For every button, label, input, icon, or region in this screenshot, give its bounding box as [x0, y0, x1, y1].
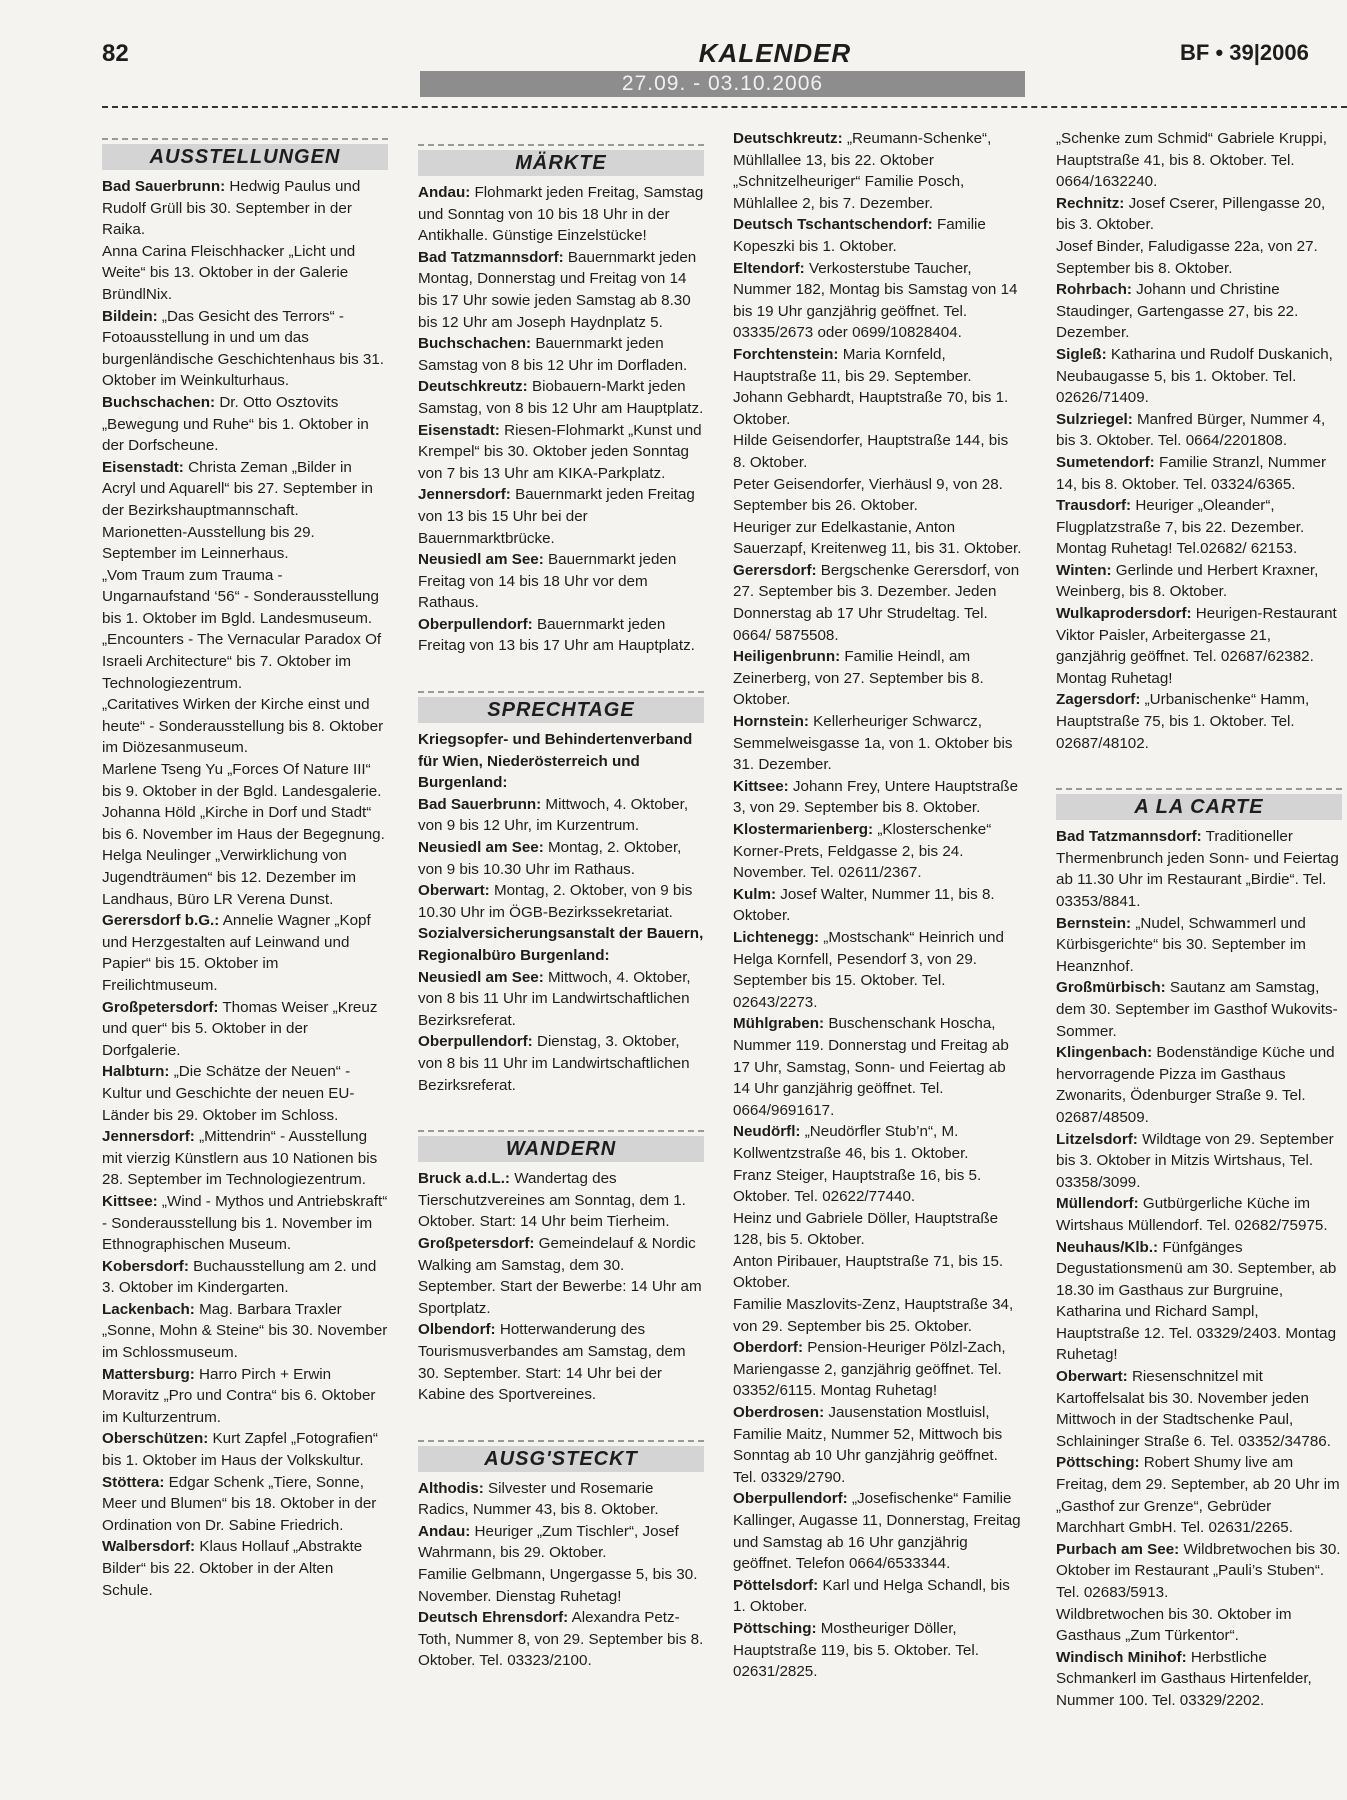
calendar-entry [1056, 1452, 1342, 1538]
calendar-entry [1056, 913, 1342, 978]
entry-text: Gerlinde und Herbert Kraxner, Weinberg, bis 8. Oktober. [1056, 561, 1319, 601]
entry-place: Kobersdorf: [102, 1257, 189, 1275]
entry-text: Familie Gelbmann, Ungergasse 5, bis 30. November. Dienstag Ruhetag! [418, 1566, 698, 1605]
calendar-entry [102, 1126, 388, 1191]
entry-text: Bauernmarkt jeden Freitag von 13 bis 17 Uhr am Hauptplatz. [418, 615, 695, 655]
entry-place: Zagersdorf: [1056, 691, 1141, 709]
entry-place: Purbach am See: [1056, 1540, 1180, 1558]
entry-text: Josef Binder, Faludigasse 22a, von 27. September bis 8. Oktober. [1056, 237, 1318, 277]
entry-place: Jennersdorf: [418, 486, 511, 504]
entry-text: Herbstliche Schmankerl im Gasthaus Hirtenfelder, Nummer 100. Tel. 03329/2202. [1056, 1648, 1312, 1709]
entry-place: Eisenstadt: [102, 458, 184, 476]
calendar-entry [102, 176, 388, 241]
entry-text: Wildtage von 29. September bis 3. Oktober in Mitzis Wirtshaus, Tel. 03358/3099. [1056, 1130, 1334, 1191]
calendar-entry [733, 560, 1023, 646]
entry-text: Riesenschnitzel mit Kartoffelsalat bis 30. November jeden Mittwoch in der Stadtschenke Paul, Schlaininger Straße 6. Tel. 03352/34786. [1056, 1368, 1331, 1450]
entry-text: Wandertag des Tierschutzvereines am Sonntag, dem 1. Oktober. Start: 14 Uhr beim Tierheim. [418, 1170, 686, 1231]
calendar-entry [733, 884, 1023, 927]
calendar-entry [733, 776, 1023, 819]
entry-text: Buschenschank Hoscha, Nummer 119. Donnerstag und Freitag ab 17 Uhr, Samstag, Sonn- und Feiertag ab 14 Uhr ganzjährig geöffnet. Tel. 0664/9691617. [733, 1015, 1009, 1119]
calendar-entry [733, 1251, 1023, 1294]
calendar-entry [1056, 344, 1342, 409]
calendar-entry [102, 910, 388, 996]
entry-text: Kurt Zapfel „Fotografien“ bis 1. Oktober im Haus der Volkskultur. [102, 1430, 378, 1470]
calendar-entry [418, 247, 704, 333]
entry-place: Mühlgraben: [733, 1015, 825, 1033]
entry-text: Franz Steiger, Hauptstraße 16, bis 5. Oktober. Tel. 02622/77440. [733, 1166, 982, 1206]
entry-text: Mittwoch, 4. Oktober, von 8 bis 11 Uhr im Landwirtschaftlichen Bezirksreferat. [418, 968, 691, 1029]
entry-text: Bauernmarkt jeden Montag, Donnerstag und Freitag von 14 bis 17 Uhr sowie jeden Samstag ab 8.30 bis 12 Uhr am Joseph Haydnplatz 5. [418, 248, 697, 331]
entry-text: Annelie Wagner „Kopf und Herzgestalten auf Leinwand und Papier“ bis 15. Oktober im Freilichtmuseum. [102, 912, 371, 994]
entry-place: Lichtenegg: [733, 928, 820, 946]
entry-text: Peter Geisendorfer, Vierhäusl 9, von 28. September bis 26. Oktober. [733, 475, 1003, 515]
entry-text: Josef Walter, Nummer 11, bis 8. Oktober. [733, 885, 995, 925]
calendar-entry [102, 457, 388, 522]
entry-place: Rechnitz: [1056, 194, 1125, 212]
entry-text: Heurigen-Restaurant Viktor Paisler, Arbeitergasse 21, ganzjährig geöffnet. Tel. 02687/62382. Montag Ruhetag! [1056, 605, 1337, 687]
calendar-entry [418, 1564, 704, 1607]
entry-text: „Schenke zum Schmid“ Gabriele Kruppi, Hauptstraße 41, bis 8. Oktober. Tel. 0664/1632240. [1056, 130, 1327, 191]
entry-text: Mittwoch, 4. Oktober, von 9 bis 12 Uhr, im Kurzentrum. [418, 795, 689, 835]
entry-place: Oberwart: [418, 882, 490, 900]
entry-place: Großpetersdorf: [418, 1234, 535, 1252]
column-2 [418, 138, 704, 1672]
page-number: 82 [102, 40, 129, 67]
calendar-entry [418, 1521, 704, 1564]
entry-text: „Nudel, Schwammerl und Kürbisgerichte“ bis 30. September im Heanznhof. [1056, 914, 1306, 975]
entry-text: Jausenstation Mostluisl, Familie Maitz, Nummer 52, Mittwoch bis Sonntag ab 10 Uhr ganzjährig geöffnet. Tel. 03329/2790. [733, 1404, 1003, 1486]
entry-text: Katharina und Rudolf Duskanich, Neubaugasse 5, bis 1. Oktober. Tel. 02626/71409. [1056, 345, 1333, 407]
calendar-entry [1056, 279, 1342, 344]
entry-text: Alexandra Petz-Toth, Nummer 8, von 29. September bis 8. Oktober. Tel. 03323/2100. [418, 1609, 704, 1670]
entry-text: Thomas Weiser „Kreuz und quer“ bis 5. Oktober in der Dorfgalerie. [102, 998, 378, 1059]
entry-text: Familie Stranzl, Nummer 14, bis 8. Oktober. Tel. 03324/6365. [1056, 453, 1327, 493]
entry-place: Bad Tatzmannsdorf: [418, 248, 564, 266]
calendar-entry [1056, 1604, 1342, 1647]
entry-place: Klingenbach: [1056, 1044, 1153, 1062]
issue-label: BF • 39|2006 [1180, 40, 1309, 65]
entry-place: Pöttsching: [733, 1619, 817, 1637]
calendar-entry [733, 927, 1023, 1013]
calendar-entry [102, 565, 388, 630]
entry-place: Gerersdorf: [733, 561, 817, 579]
entry-place: Neusiedl am See: [418, 968, 544, 986]
entry-place: Sulzriegel: [1056, 410, 1133, 428]
entry-place: Neudörfl: [733, 1123, 801, 1141]
entry-place: Neusiedl am See: [418, 551, 544, 569]
entry-text: „Caritatives Wirken der Kirche einst und heute“ - Sonderausstellung bis 8. Oktober im Diözesanmuseum. [102, 696, 384, 757]
entry-place: Andau: [418, 1522, 471, 1540]
entry-text: Harro Pirch + Erwin Moravitz „Pro und Contra“ bis 6. Oktober im Kulturzentrum. [102, 1365, 376, 1426]
entry-text: Flohmarkt jeden Freitag, Samstag und Sonntag von 10 bis 18 Uhr in der Antikhalle. Günstige Einzelstücke! [418, 184, 704, 245]
entry-text: Heuriger „Oleander“, Flugplatzstraße 7, bis 22. Dezember. Montag Ruhetag! Tel.02682/ 62153. [1056, 497, 1305, 558]
calendar-entry [1056, 409, 1342, 452]
entry-place: Andau: [418, 184, 471, 201]
calendar-entry [733, 1618, 1023, 1683]
calendar-entry [733, 711, 1023, 776]
entry-text: Maria Kornfeld, Hauptstraße 11, bis 29. September. [733, 345, 972, 385]
calendar-entry [102, 241, 388, 306]
calendar-entry [733, 1488, 1023, 1574]
entry-text: Hotterwanderung des Tourismusverbandes am Samstag, dem 30. September. Start: 14 Uhr bei der Kabine des Sportvereines. [418, 1321, 686, 1404]
entry-text: Mag. Barbara Traxler „Sonne, Mohn & Steine“ bis 30. November im Schlossmuseum. [102, 1300, 388, 1362]
entry-place: Müllendorf: [1056, 1195, 1139, 1213]
entry-place: Bernstein: [1056, 914, 1132, 932]
entry-text: Helga Neulinger „Verwirklichung von Jugendträumen“ bis 12. Dezember im Landhaus, Büro LR Verena Dunst. [102, 847, 357, 908]
entry-text: Familie Kopeszki bis 1. Oktober. [733, 216, 986, 255]
calendar-entry [418, 967, 704, 1032]
calendar-entry [418, 880, 704, 923]
calendar-entry [102, 1472, 388, 1537]
calendar-entry [102, 629, 388, 694]
entry-place: Gerersdorf b.G.: [102, 912, 220, 930]
entry-place: Litzelsdorf: [1056, 1130, 1138, 1148]
entry-place: Oberpullendorf: [418, 1033, 533, 1051]
calendar-entry [1056, 236, 1342, 279]
calendar-entry [1056, 1539, 1342, 1604]
entries-ausstellungen [102, 176, 388, 1601]
entry-place: Bad Tatzmannsdorf: [1056, 828, 1202, 846]
entry-place: Halbturn: [102, 1063, 170, 1081]
section-header-maerkte: MÄRKTE [418, 144, 704, 176]
entry-text: Heuriger zur Edelkastanie, Anton Sauerzapf, Kreitenweg 11, bis 31. Oktober. [733, 518, 1022, 558]
entry-text: Riesen-Flohmarkt „Kunst und Krempel“ bis 30. Oktober jeden Sonntag von 7 bis 13 Uhr am KIKA-Parkplatz. [418, 421, 702, 482]
entry-place: Winten: [1056, 561, 1112, 579]
entry-place: Hornstein: [733, 713, 809, 731]
calendar-entry [733, 1575, 1023, 1618]
entry-text: Josef Cserer, Pillengasse 20, bis 3. Oktober. [1056, 194, 1326, 234]
entry-text: Mostheuriger Döller, Hauptstraße 119, bis 5. Oktober. Tel. 02631/2825. [733, 1619, 979, 1681]
entry-place: Bad Sauerbrunn: [102, 178, 226, 195]
calendar-entry [102, 1061, 388, 1126]
calendar-entry [1056, 1193, 1342, 1236]
calendar-entry [733, 258, 1023, 344]
entry-place: Deutschkreutz: [418, 378, 528, 396]
entry-text: „Mostschank“ Heinrich und Helga Kornfell, Pesendorf 3, von 29. September bis 15. Oktober. Tel. 02643/2273. [733, 928, 1004, 1011]
entry-text: „Josefischenke“ Familie Kallinger, Augasse 11, Donnerstag, Freitag und Samstag ab 16 Uhr ganzjährig geöffnet. Telefon 0664/6533344. [733, 1490, 1021, 1573]
calendar-entry [733, 344, 1023, 387]
calendar-entry [418, 420, 704, 485]
calendar-entry [1056, 495, 1342, 560]
sprechtage-org-2: Sozialversicherungsanstalt der Bauern, Regionalbüro Burgenland: [418, 925, 704, 964]
entry-text: Dienstag, 3. Oktober, von 8 bis 11 Uhr im Landwirtschaftlichen Bezirksreferat. [418, 1033, 690, 1094]
entry-place: Großpetersdorf: [102, 998, 219, 1016]
entry-text: Bergschenke Gerersdorf, von 27. September bis 3. Dezember. Jeden Donnerstag ab 17 Uhr Strudeltag. Tel. 0664/ 5875508. [733, 561, 1020, 644]
calendar-entry [733, 1165, 1023, 1208]
entry-text: Edgar Schenk „Tiere, Sonne, Meer und Blumen“ bis 18. Oktober in der Ordination von Dr. Sabine Friedrich. [102, 1473, 377, 1534]
calendar-entry [733, 171, 1023, 214]
calendar-entry [733, 430, 1023, 473]
entry-text: Wildbretwochen bis 30. Oktober im Restaurant „Pauli’s Stuben“. Tel. 02683/5913. [1056, 1540, 1341, 1601]
entry-text: Christa Zeman „Bilder in Acryl und Aquarell“ bis 27. September in der Bezirkshauptmannschaft. [102, 458, 373, 519]
calendar-entry [733, 1294, 1023, 1337]
entry-text: Marionetten-Ausstellung bis 29. September im Leinnerhaus. [102, 523, 315, 563]
entry-text: „Reumann-Schenke“, Mühllallee 13, bis 22. Oktober [733, 130, 992, 169]
calendar-entry [102, 694, 388, 759]
calendar-entry [1056, 603, 1342, 689]
entry-text: Traditioneller Thermenbrunch jeden Sonn- und Feiertag ab 11.30 Uhr im Restaurant „Birdie“. Tel. 03353/8841. [1056, 828, 1339, 910]
calendar-entry [733, 128, 1023, 171]
entry-text: Anna Carina Fleischhacker „Licht und Weite“ bis 13. Oktober in der Galerie BründlNix. [102, 242, 356, 303]
entry-place: Trausdorf: [1056, 497, 1132, 515]
calendar-entry [102, 1364, 388, 1429]
entry-text: Bodenständige Küche und hervorragende Pizza im Gasthaus Zwonarits, Ödenburger Straße 9. Tel. 02687/48509. [1056, 1044, 1335, 1126]
calendar-entry [418, 837, 704, 880]
entries-sprechtage-2 [418, 967, 704, 1097]
entry-text: Johann Frey, Untere Hauptstraße 3, von 29. September bis 8. Oktober. [733, 777, 1019, 817]
calendar-entry [102, 392, 388, 457]
entry-place: Rohrbach: [1056, 281, 1132, 299]
column-4 [1056, 128, 1342, 1712]
entry-text: Pension-Heuriger Pölzl-Zach, Mariengasse 2, ganzjährig geöffnet. Tel. 03352/6115. Montag Ruhetag! [733, 1339, 1006, 1400]
section-header-ausstellungen: AUSSTELLUNGEN [102, 138, 388, 170]
calendar-entry [733, 387, 1023, 430]
entry-text: Bauernmarkt jeden Freitag von 13 bis 15 Uhr bei der Bauernmarktbrücke. [418, 486, 695, 547]
calendar-entry [1056, 1647, 1342, 1712]
entry-text: Johanna Höld „Kirche in Dorf und Stadt“ bis 6. November im Haus der Begegnung. [102, 804, 385, 843]
entry-place: Pöttelsdorf: [733, 1576, 819, 1594]
entry-place: Oberdrosen: [733, 1404, 825, 1422]
calendar-entry [102, 802, 388, 845]
entries-ausgsteckt-col2 [418, 1478, 704, 1672]
entries-wandern [418, 1168, 704, 1406]
calendar-entry [733, 517, 1023, 560]
entry-place: Lackenbach: [102, 1300, 195, 1318]
entry-place: Bad Sauerbrunn: [418, 795, 542, 813]
calendar-entry [418, 1031, 704, 1096]
entry-place: Buchschachen: [102, 393, 216, 411]
entry-text: Gemeindelauf & Nordic Walking am Samstag, dem 30. September. Start der Bewerbe: 14 Uhr am Sportplatz. [418, 1234, 702, 1317]
entry-place: Walbersdorf: [102, 1538, 196, 1556]
calendar-entry [102, 759, 388, 802]
entry-place: Sumetendorf: [1056, 453, 1155, 471]
calendar-entry [733, 1013, 1023, 1121]
entry-text: Johann und Christine Staudinger, Gartengasse 27, bis 22. Dezember. [1056, 281, 1299, 342]
calendar-entry [418, 614, 704, 657]
entry-place: Deutschkreutz: [733, 130, 843, 147]
column-1 [102, 138, 388, 1601]
entry-place: Kittsee: [102, 1192, 158, 1210]
entry-text: Familie Heindl, am Zeinerberg, von 27. September bis 8. Oktober. [733, 648, 984, 709]
calendar-entry [418, 794, 704, 837]
entry-text: Montag, 2. Oktober, von 9 bis 10.30 Uhr im Rathaus. [418, 839, 682, 878]
entry-text: Biobauern-Markt jeden Samstag, von 8 bis 12 Uhr am Hauptplatz. [418, 378, 704, 417]
section-header-wandern: WANDERN [418, 1130, 704, 1162]
calendar-entry [102, 1299, 388, 1364]
entry-place: Deutsch Ehrensdorf: [418, 1609, 569, 1627]
section-header-a-la-carte: A LA CARTE [1056, 788, 1342, 820]
entry-place: Bruck a.d.L.: [418, 1170, 510, 1188]
entry-text: Silvester und Rosemarie Radics, Nummer 43, bis 8. Oktober. [418, 1479, 659, 1519]
entry-text: Montag, 2. Oktober, von 9 bis 10.30 Uhr im ÖGB-Bezirkssekretariat. [418, 882, 693, 921]
entry-text: Klaus Hollauf „Abstrakte Bilder“ bis 22. Oktober in der Alten Schule. [102, 1538, 363, 1599]
entry-place: Windisch Minihof: [1056, 1648, 1187, 1666]
entry-place: Oberwart: [1056, 1368, 1128, 1386]
calendar-entry [1056, 1237, 1342, 1367]
entry-text: Kellerheuriger Schwarcz, Semmelweisgasse 1a, von 1. Oktober bis 31. Dezember. [733, 713, 1013, 774]
entry-text: Johann Gebhardt, Hauptstraße 70, bis 1. Oktober. [733, 389, 1009, 428]
entry-place: Forchtenstein: [733, 345, 839, 363]
header-divider [102, 106, 1347, 108]
calendar-entry [733, 1402, 1023, 1488]
entry-place: Sigleß: [1056, 345, 1107, 363]
entry-text: „Die Schätze der Neuen“ - Kultur und Geschichte der neuen EU-Länder bis 29. Oktober im Schloss. [102, 1063, 355, 1124]
entry-place: Olbendorf: [418, 1321, 496, 1339]
entry-text: Bauernmarkt jeden Samstag von 8 bis 12 Uhr im Dorfladen. [418, 335, 688, 374]
entry-place: Oberpullendorf: [733, 1490, 848, 1508]
calendar-entry [102, 1536, 388, 1601]
entry-text: „Das Gesicht des Terrors“ - Fotoausstellung in und um das burgenländische Geschichtenhaus bis 31. Oktober im Weinkulturhaus. [102, 307, 384, 390]
entry-place: Heiligenbrunn: [733, 648, 841, 666]
section-header-sprechtage: SPRECHTAGE [418, 691, 704, 723]
entry-place: Buchschachen: [418, 335, 532, 353]
entry-text: Gutbürgerliche Küche im Wirtshaus Müllendorf. Tel. 02682/75975. [1056, 1195, 1328, 1234]
calendar-entry [418, 1319, 704, 1405]
calendar-entry [733, 214, 1023, 257]
entry-place: Neuhaus/Klb.: [1056, 1238, 1159, 1256]
calendar-entry [733, 1337, 1023, 1402]
entry-text: Buchausstellung am 2. und 3. Oktober im Kindergarten. [102, 1257, 377, 1297]
entry-place: Stöttera: [102, 1473, 165, 1491]
calendar-entry [1056, 977, 1342, 1042]
entry-text: Manfred Bürger, Nummer 4, bis 3. Oktober. Tel. 0664/2201808. [1056, 410, 1326, 450]
entry-place: Bildein: [102, 307, 158, 325]
column-3 [733, 128, 1023, 1683]
entry-place: Althodis: [418, 1479, 484, 1497]
entry-place: Eltendorf: [733, 259, 805, 277]
entries-sprechtage-1 [418, 794, 704, 924]
entry-text: Marlene Tseng Yu „Forces Of Nature III“ bis 9. Oktober in der Bgld. Landesgalerie. [102, 761, 382, 800]
calendar-entry [418, 1607, 704, 1672]
date-range-band: 27.09. - 03.10.2006 [420, 71, 1025, 97]
calendar-entry [733, 1208, 1023, 1251]
entry-place: Oberpullendorf: [418, 615, 533, 633]
entry-text: „Encounters - The Vernacular Paradox Of Israeli Architecture“ bis 7. Oktober im Technologiezentrum. [102, 631, 382, 692]
entry-place: Wulkaprodersdorf: [1056, 605, 1192, 623]
entry-place: Großmürbisch: [1056, 979, 1166, 997]
calendar-entry [102, 1428, 388, 1471]
sprechtage-org-1: Kriegsopfer- und Behindertenverband für Wien, Niederösterreich und Burgenland: [418, 731, 693, 792]
entry-place: Mattersburg: [102, 1365, 195, 1383]
calendar-entry [1056, 689, 1342, 754]
entry-place: Oberdorf: [733, 1339, 804, 1357]
entry-text: Anton Piribauer, Hauptstraße 71, bis 15. Oktober. [733, 1252, 1004, 1292]
calendar-entry [418, 376, 704, 419]
calendar-entry [1056, 560, 1342, 603]
page-title: KALENDER [698, 38, 852, 68]
calendar-entry [1056, 1129, 1342, 1194]
calendar-entry [102, 306, 388, 392]
calendar-entry [1056, 1366, 1342, 1452]
calendar-entry [418, 1478, 704, 1521]
calendar-entry [733, 646, 1023, 711]
entries-ausgsteckt-col4 [1056, 128, 1342, 754]
entry-place: Kittsee: [733, 777, 789, 795]
entry-text: Heinz und Gabriele Döller, Hauptstraße 128, bis 5. Oktober. [733, 1209, 999, 1249]
entries-a-la-carte [1056, 826, 1342, 1711]
entries-maerkte [418, 182, 704, 657]
entry-place: Oberschützen: [102, 1430, 209, 1448]
entry-place: Deutsch Tschantschendorf: [733, 216, 933, 234]
calendar-entry [418, 484, 704, 549]
calendar-entry [1056, 452, 1342, 495]
entry-text: Verkosterstube Taucher, Nummer 182, Montag bis Samstag von 14 bis 19 Uhr ganzjährig geöffnet. Tel. 03335/2673 oder 0699/10828404. [733, 259, 1018, 342]
entry-text: Familie Maszlovits-Zenz, Hauptstraße 34, von 29. September bis 25. Oktober. [733, 1296, 1014, 1335]
section-header-ausgsteckt: AUSG'STECKT [418, 1440, 704, 1472]
entry-text: Hilde Geisendorfer, Hauptstraße 144, bis 8. Oktober. [733, 432, 1009, 471]
calendar-entry [1056, 193, 1342, 236]
calendar-entry [1056, 826, 1342, 912]
entry-place: Kulm: [733, 885, 777, 903]
entry-text: „Wind - Mythos und Antriebskraft“ - Sonderausstellung bis 1. November im Ethnographischen Museum. [102, 1192, 388, 1254]
entry-text: „Klosterschenke“ Korner-Prets, Feldgasse 2, bis 24. November. Tel. 02611/2367. [733, 821, 992, 882]
calendar-entry [102, 845, 388, 910]
entry-text: Heuriger „Zum Tischler“, Josef Wahrmann, bis 29. Oktober. [418, 1522, 679, 1562]
entry-text: „Neudörfler Stub’n“, M. Kollwentzstraße 46, bis 1. Oktober. [733, 1123, 969, 1162]
entry-text: Robert Shumy live am Freitag, dem 29. September, ab 20 Uhr im „Gasthof zur Grenze“, Gebrüder Marchhart GmbH. Tel. 02631/2265. [1056, 1454, 1340, 1537]
calendar-entry [418, 549, 704, 614]
calendar-entry [1056, 1042, 1342, 1128]
entry-place: Eisenstadt: [418, 421, 500, 439]
entry-text: Wildbretwochen bis 30. Oktober im Gasthaus „Zum Türkentor“. [1056, 1605, 1292, 1645]
entry-place: Neusiedl am See: [418, 839, 544, 857]
calendar-entry [733, 1121, 1023, 1164]
entry-text: Karl und Helga Schandl, bis 1. Oktober. [733, 1576, 1010, 1616]
calendar-entry [733, 819, 1023, 884]
entry-text: „Schnitzelheuriger“ Familie Posch, Mühlallee 2, bis 7. Dezember. [733, 173, 965, 212]
calendar-entry [733, 474, 1023, 517]
entry-place: Klostermarienberg: [733, 821, 874, 838]
entries-ausgsteckt-col3 [733, 128, 1023, 1683]
calendar-entry [418, 1233, 704, 1319]
calendar-entry [102, 1256, 388, 1299]
entry-text: Sautanz am Samstag, dem 30. September im Gasthof Wukovits-Sommer. [1056, 979, 1338, 1040]
entry-text: Fünfgänges Degustationsmenü am 30. September, ab 18.30 im Gasthaus zur Burgruine, Katharina und Richard Sampl, Hauptstraße 12. Tel. 03329/2403. Montag Ruhetag! [1056, 1238, 1337, 1364]
entry-text: Bauernmarkt jeden Freitag von 14 bis 18 Uhr vor dem Rathaus. [418, 551, 677, 612]
calendar-entry [102, 997, 388, 1062]
entry-place: Jennersdorf: [102, 1128, 195, 1146]
calendar-entry [1056, 128, 1342, 193]
calendar-entry [418, 182, 704, 247]
entry-place: Pöttsching: [1056, 1454, 1140, 1472]
calendar-entry [418, 1168, 704, 1233]
entry-text: „Vom Traum zum Trauma - Ungarnaufstand ‘56“ - Sonderausstellung bis 1. Oktober im Bgld. Landesmuseum. [102, 566, 379, 627]
calendar-entry [102, 522, 388, 565]
calendar-entry [418, 333, 704, 376]
calendar-entry [102, 1191, 388, 1256]
entry-text: Dr. Otto Osztovits „Bewegung und Ruhe“ bis 1. Oktober in der Dorfscheune. [102, 393, 369, 455]
entry-text: „Urbanischenke“ Hamm, Hauptstraße 75, bis 1. Oktober. Tel. 02687/48102. [1056, 691, 1310, 752]
entry-text: Hedwig Paulus und Rudolf Grüll bis 30. September in der Raika. [102, 178, 361, 239]
entry-text: „Mittendrin“ - Ausstellung mit vierzig Künstlern aus 10 Nationen bis 28. September im Technologiezentrum. [102, 1128, 378, 1189]
